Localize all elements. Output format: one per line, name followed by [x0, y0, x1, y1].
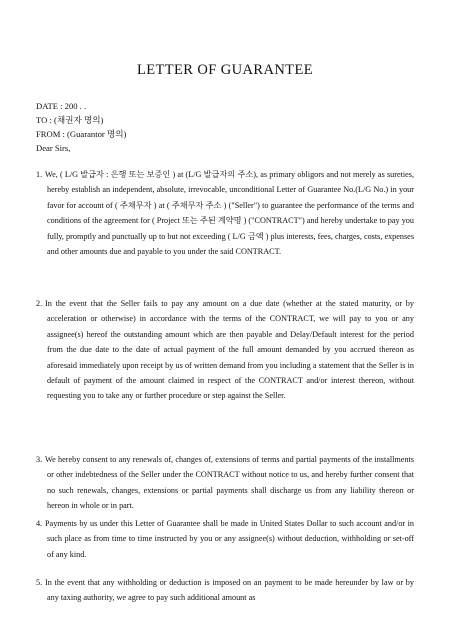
clause-2	[36, 296, 414, 404]
date-line: DATE : 200 . .	[36, 101, 87, 111]
clause-1	[36, 167, 414, 259]
clause-text: In the event that the Seller fails to pay any amount on a due date (whether at the stated maturity, or by acceleration or otherwise) in accordance with the terms of the CONTRACT, we will pay to you or any assignee(s) hereof the outstanding amount which are then payable and Delay/Default interest for the period from the due date to the date of actual payment of the full amount demanded by you accrued thereon as aforesaid immediately upon receipt by us of written demand from you including a statement that the Seller is in default of payment of the amount claimed in respect of the CONTRACT and/or interest thereon, without requesting you to take any or further procedure or step against the Seller.	[45, 299, 414, 401]
clause-number: 3.	[36, 455, 43, 464]
salutation: Dear Sirs,	[36, 143, 71, 153]
clause-number: 4.	[36, 519, 43, 528]
document-title: LETTER OF GUARANTEE	[137, 62, 313, 78]
clause-number: 2.	[36, 299, 43, 308]
clause-number: 1.	[36, 170, 43, 179]
clause-text: We hereby consent to any renewals of, changes of, extensions of terms and partial payments of the installments or other indebtedness of the Seller under the CONTRACT without notice to us, and hereby further consent that no such renewals, changes, extensions or partial payments shall discharge us from any liability thereon or hereon in whole or in part.	[45, 455, 414, 511]
from-line: FROM : (Guarantor 명의)	[36, 129, 127, 139]
clause-4	[36, 516, 414, 562]
clause-number: 5.	[36, 578, 43, 587]
clause-3	[36, 452, 414, 514]
clause-5	[36, 575, 414, 606]
to-line: TO : (채권자 명의)	[36, 115, 104, 125]
clause-text: We, ( L/G 발급자 : 은행 또는 보증인 ) at (L/G 발급자의 주소), as primary obligors and not merely as sureties, hereby establish an independent, absolute, irrevocable, unconditional Letter of Guarantee No.(L/G No.) in your favor for account of ( 주채무자 ) at ( 주채무자 주소 ) ("Seller") to guarantee the performance of the terms and conditions of the agreement for ( Project 또는 주된 계약명 ) ("CONTRACT") and hereby undertake to pay you fully, promptly and punctually up to but not exceeding ( L/G 금액 ) plus interests, fees, charges, costs, expenses and other amounts due and payable to you under the said CONTRACT.	[45, 170, 414, 257]
clause-text: In the event that any withholding or deduction is imposed on an payment to be made hereunder by law or by any taxing authority, we agree to pay such additional amount as	[45, 578, 414, 603]
clause-text: Payments by us under this Letter of Guarantee shall be made in United States Dollar to such account and/or in such place as from time to time instructed by you or any assignee(s) without deduction, withholding or set-off of any kind.	[45, 519, 414, 559]
